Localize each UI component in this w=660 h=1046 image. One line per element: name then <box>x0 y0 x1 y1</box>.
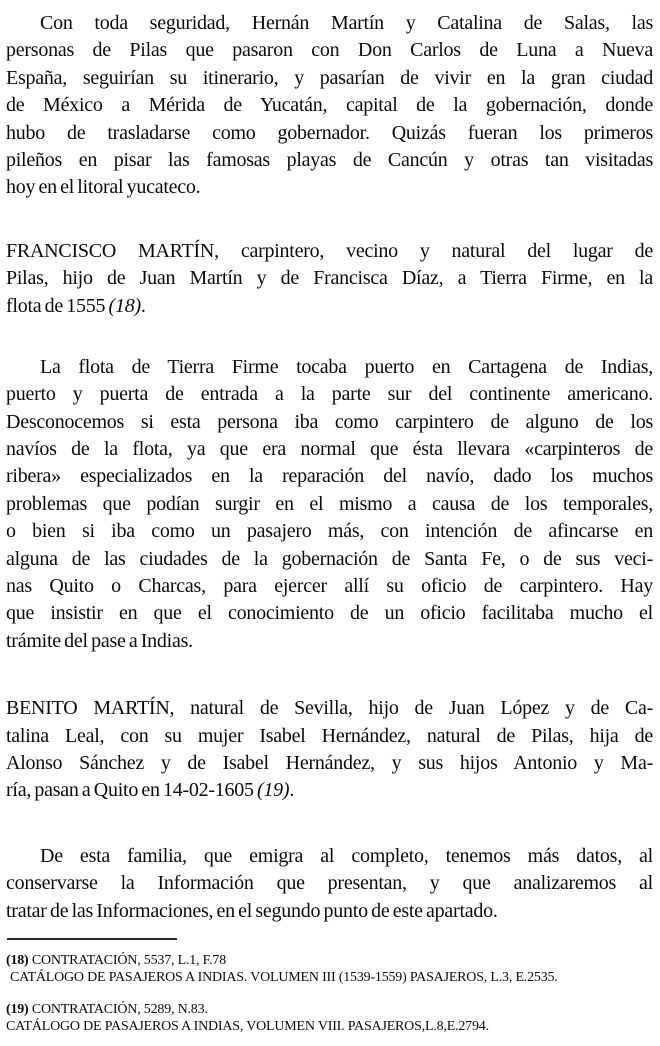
footnote-19 <box>6 1001 653 1035</box>
text-line: pileños en pisar las famosas playas de Cancún y otras tan visitadas <box>6 148 653 171</box>
text-line: flota de 1555 (18). <box>6 294 146 317</box>
text-line: problemas que podían surgir en el mismo a causa de los temporales, <box>6 492 653 515</box>
text-line: ribera» especializados en la reparación del navío, dado los muchos <box>6 465 653 488</box>
paragraph-entry-benito-martin <box>6 695 653 805</box>
text-line: La flota de Tierra Firme tocaba puerto en Cartagena de Indias, <box>40 355 653 378</box>
text-line: Con toda seguridad, Hernán Martín y Catalina de Salas, las <box>40 12 653 34</box>
footnote-line: (18) CONTRATACIÓN, 5537, L.1, F.78 <box>6 952 227 968</box>
text-line: Desconocemos si esta persona iba como carpintero de alguno de los <box>6 410 653 433</box>
paragraph-intro-hernan-martin <box>6 10 653 202</box>
text-line: conservarse la Información que presentan, y que analizaremos al <box>6 872 653 895</box>
footnote-marker: (18) <box>6 952 29 968</box>
text-line: talina Leal, con su mujer Isabel Hernández, natural de Pilas, hija de <box>6 724 653 747</box>
text-line: que insistir en que el conocimiento de un oficio facilitaba mucho el <box>6 602 653 625</box>
text-line: navíos de la flota, ya que era normal que ésta llevara «carpinteros de <box>6 438 653 461</box>
text-line: puerto y puerta de entrada a la parte sur del continente americano. <box>6 383 653 406</box>
text-line: Pilas, hijo de Juan Martín y de Francisca Díaz, a Tierra Firme, en la <box>6 267 653 290</box>
text-line: alguna de las ciudades de la gobernación de Santa Fe, o de sus veci- <box>6 547 653 570</box>
text-line: hoy en el litoral yucateco. <box>6 176 201 199</box>
page-text <box>6 10 653 925</box>
text-line: nas Quito o Charcas, para ejercer allí su oficio de carpintero. Hay <box>6 575 653 598</box>
text-line: FRANCISCO MARTÍN, carpintero, vecino y natural del lugar de <box>6 239 653 262</box>
text-line: o bien si iba como un pasajero más, con intención de afincarse en <box>6 520 653 543</box>
text-line: tratar de las Informaciones, en el segundo punto de este apartado. <box>6 899 498 922</box>
paragraph-entry-francisco-martin <box>6 238 653 320</box>
text-line: ría, pasan a Quito en 14-02-1605 (19). <box>6 779 295 802</box>
footnote-separator <box>7 938 177 940</box>
text-line: de México a Mérida de Yucatán, capital de la gobernación, donde <box>6 94 653 117</box>
text-line: hubo de trasladarse como gobernador. Quizás fueran los primeros <box>6 121 653 144</box>
footnote-18 <box>6 952 653 986</box>
footnote-line: (19) CONTRATACIÓN, 5289, N.83. <box>6 1001 208 1017</box>
text-line: De esta familia, que emigra al completo, tenemos más datos, al <box>40 844 653 867</box>
footnote-marker: (19) <box>6 1001 29 1017</box>
text-line: trámite del pase a Indias. <box>6 629 193 652</box>
text-line: BENITO MARTÍN, natural de Sevilla, hijo de Juan López y de Ca- <box>6 697 653 720</box>
footnotes <box>6 952 653 1035</box>
text-line: Alonso Sánchez y de Isabel Hernández, y sus hijos Antonio y Ma- <box>6 751 653 774</box>
footnote-line: CATÁLOGO DE PASAJEROS A INDIAS, VOLUMEN VIII. PASAJEROS,L.8,E.2794. <box>6 1018 489 1034</box>
paragraph-closing-family-note <box>6 843 653 925</box>
paragraph-commentary-tierra-firme <box>6 354 653 655</box>
footnote-line: CATÁLOGO DE PASAJEROS A INDIAS. VOLUMEN III (1539-1559) PASAJEROS, L.3, E.2535. <box>10 969 558 985</box>
text-line: España, seguirían su itinerario, y pasarían de vivir en la gran ciudad <box>6 66 653 89</box>
text-line: personas de Pilas que pasaron con Don Carlos de Luna a Nueva <box>6 39 653 62</box>
